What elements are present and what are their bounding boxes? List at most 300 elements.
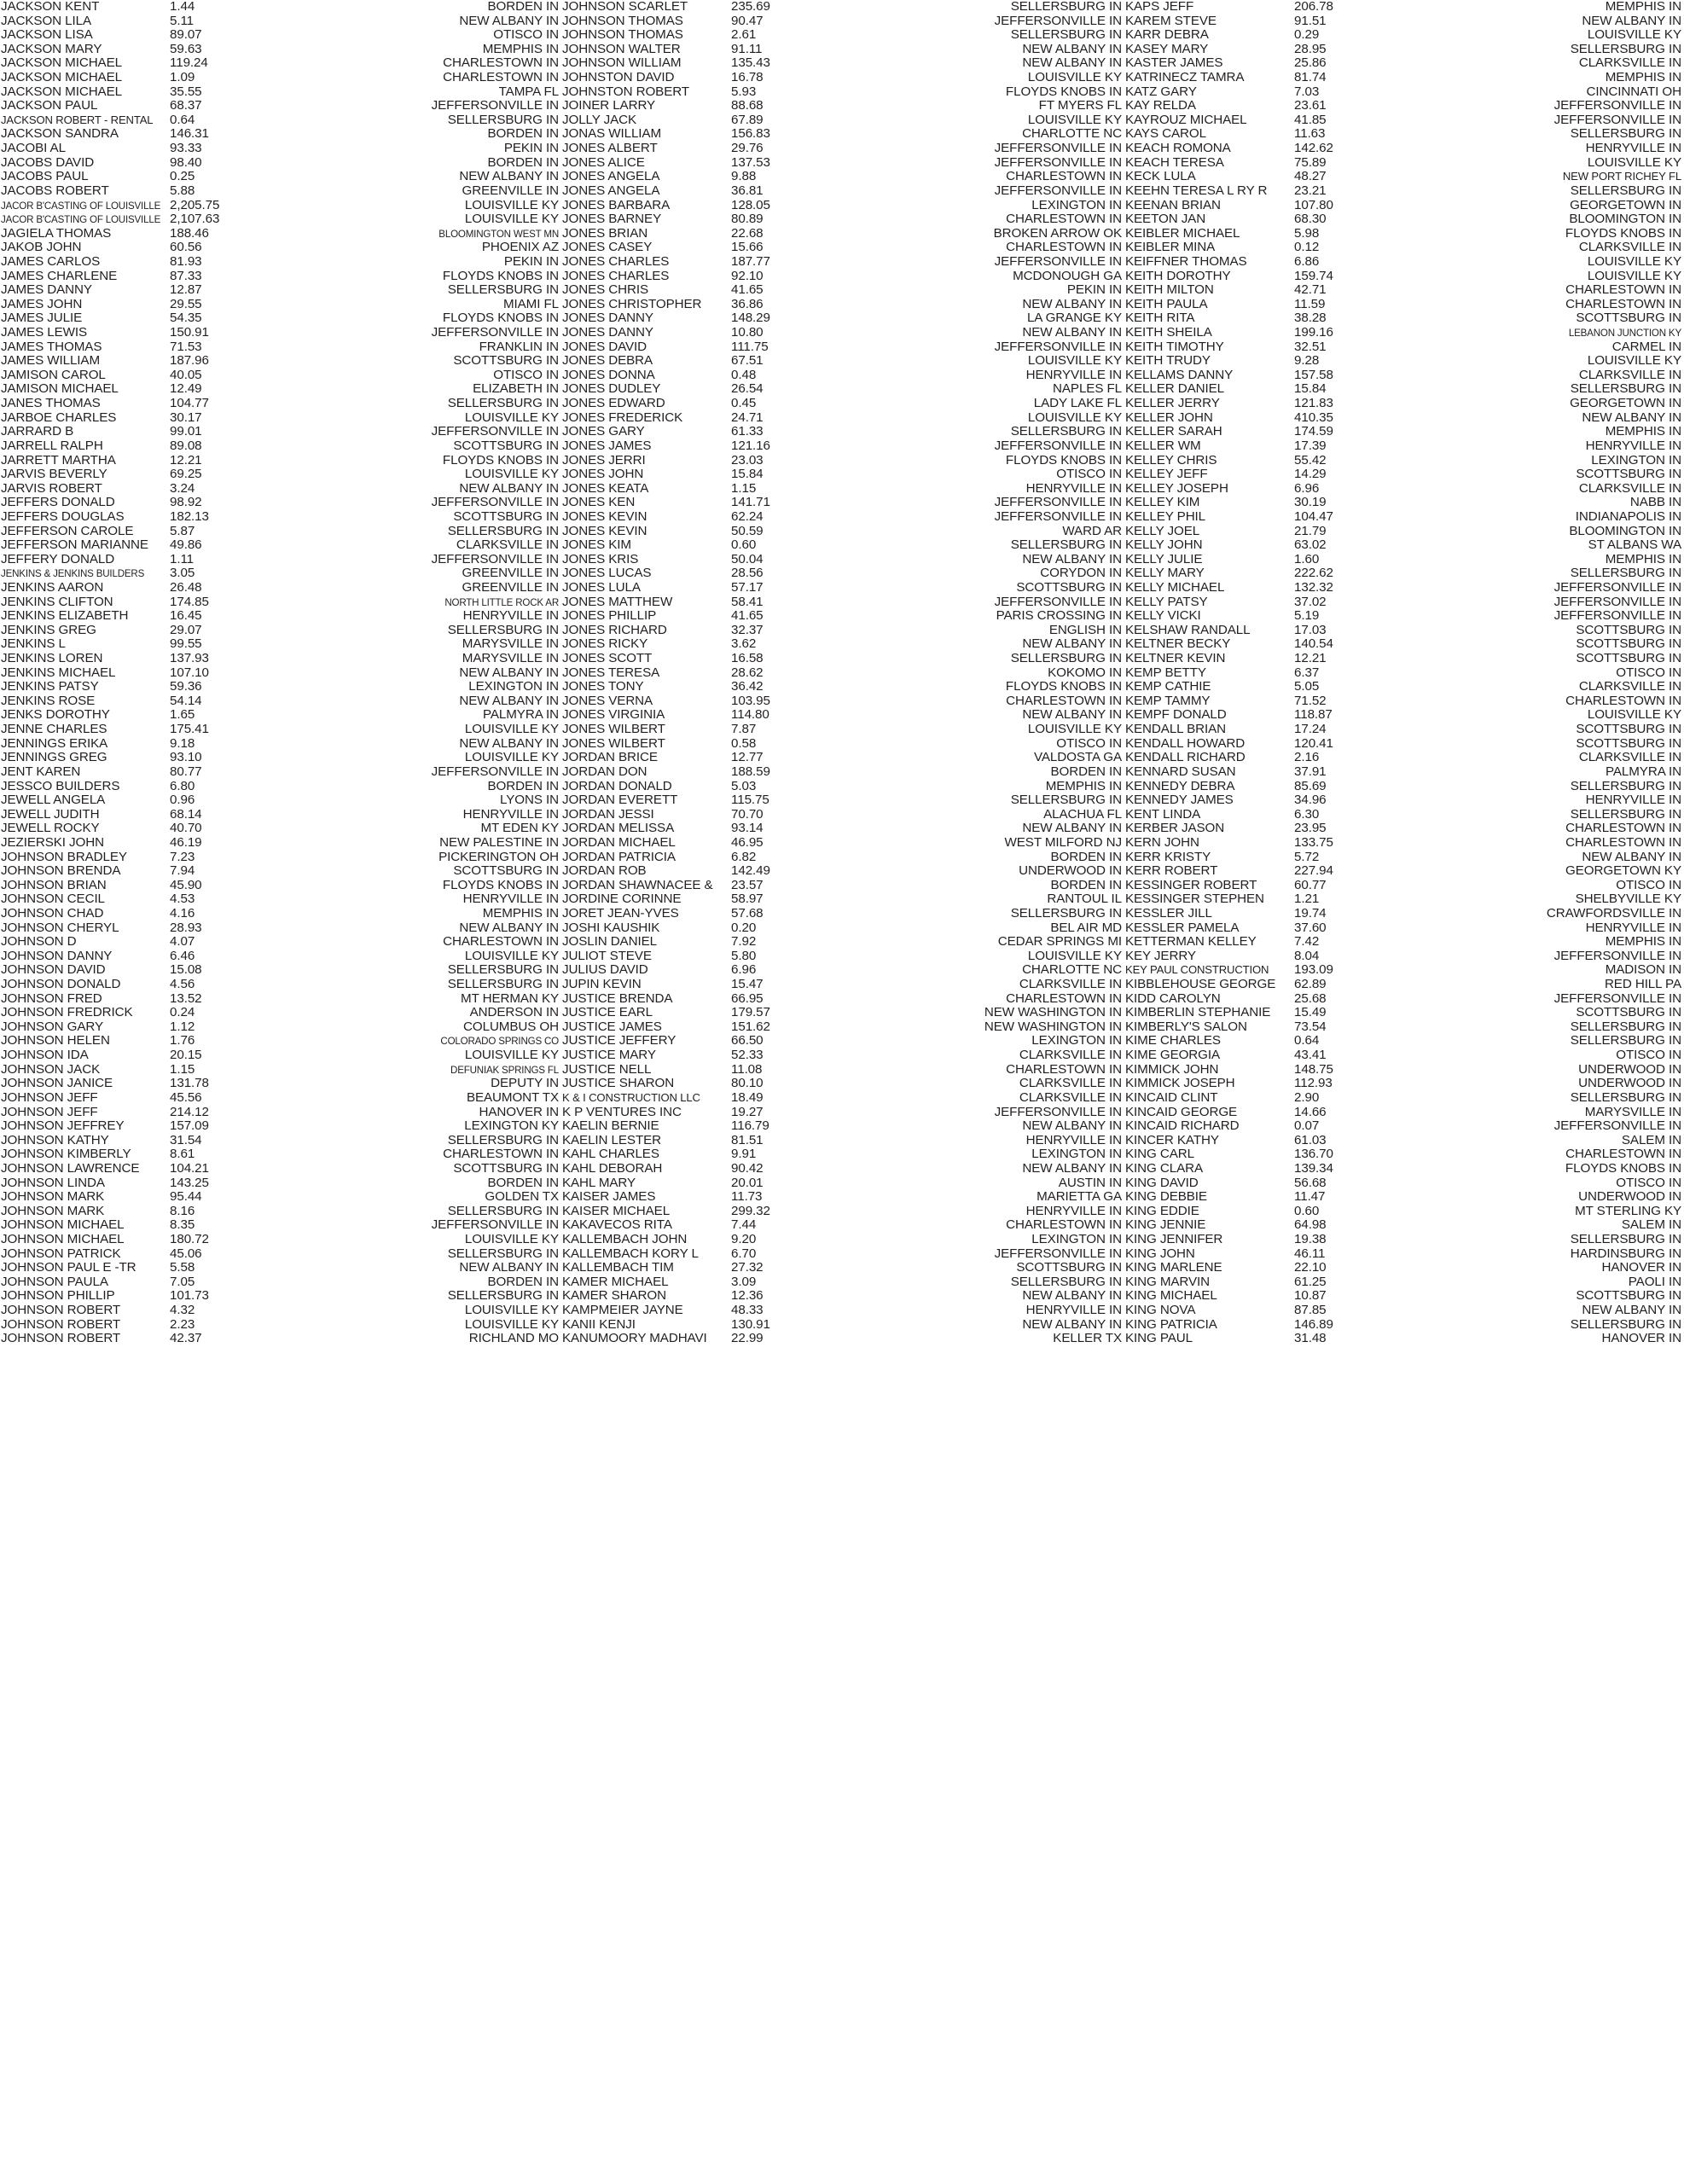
table-row xyxy=(0,142,561,156)
city-state: HENRYVILLE IN xyxy=(1585,793,1681,808)
city-state: CHARLESTOWN IN xyxy=(1565,1147,1681,1162)
amount-due: 174.85 xyxy=(170,595,209,609)
amount-due: 6.46 xyxy=(170,949,195,963)
taxpayer-name: KEMP TAMMY xyxy=(1125,694,1211,708)
amount-due: 5.03 xyxy=(731,779,757,793)
taxpayer-name: KERN JOHN xyxy=(1125,835,1199,850)
city-state: SELLERSBURG IN xyxy=(447,113,559,127)
amount-due: 46.11 xyxy=(1294,1246,1326,1261)
amount-due: 22.10 xyxy=(1294,1261,1327,1275)
amount-due: 93.14 xyxy=(731,822,764,836)
city-state: PEKIN IN xyxy=(1066,283,1122,298)
city-state: MADISON IN xyxy=(1605,963,1681,978)
table-row xyxy=(561,468,1124,482)
taxpayer-name: JORDAN DON xyxy=(562,764,647,779)
city-state: LOUISVILLE KY xyxy=(464,198,559,212)
table-row xyxy=(1124,1119,1684,1134)
table-row xyxy=(561,1304,1124,1318)
taxpayer-name: KELLER WM xyxy=(1125,439,1201,453)
table-row xyxy=(561,298,1124,312)
city-state: NEW WASHINGTON IN xyxy=(984,1019,1122,1034)
taxpayer-name: KAISER MICHAEL xyxy=(562,1204,671,1218)
table-row xyxy=(561,199,1124,213)
city-state: LYONS IN xyxy=(500,793,559,808)
amount-due: 23.61 xyxy=(1294,99,1327,113)
table-row xyxy=(1124,992,1684,1007)
amount-due: 28.93 xyxy=(170,921,202,935)
taxpayer-name: KEETON JAN xyxy=(1125,212,1206,227)
table-row xyxy=(0,566,561,581)
taxpayer-name: JACKSON SANDRA xyxy=(1,127,119,142)
table-row xyxy=(1124,510,1684,525)
taxpayer-name: JENKINS LOREN xyxy=(1,652,103,666)
table-row xyxy=(1124,1134,1684,1148)
taxpayer-name: KEY PAUL CONSTRUCTION xyxy=(1125,963,1269,977)
city-state: PALMYRA IN xyxy=(482,708,559,723)
amount-due: 180.72 xyxy=(170,1233,209,1247)
taxpayer-name: JONES VERNA xyxy=(562,694,653,708)
taxpayer-name: JOHNSON DAVID xyxy=(1,963,106,978)
taxpayer-name: JONES RICKY xyxy=(562,637,648,652)
table-row xyxy=(1124,581,1684,595)
city-state: SCOTTSBURG IN xyxy=(453,864,559,879)
table-row xyxy=(1124,156,1684,171)
amount-due: 49.86 xyxy=(170,538,202,553)
amount-due: 37.91 xyxy=(1294,764,1327,779)
taxpayer-name: JACKSON MARY xyxy=(1,42,102,56)
amount-due: 0.58 xyxy=(731,736,757,751)
taxpayer-name: KELLEY CHRIS xyxy=(1125,453,1217,468)
city-state: CHARLOTTE NC xyxy=(1022,963,1122,978)
city-state: SELLERSBURG IN xyxy=(447,1204,559,1218)
amount-due: 93.33 xyxy=(170,142,202,156)
amount-due: 128.05 xyxy=(731,198,770,212)
taxpayer-name: KAMER MICHAEL xyxy=(562,1275,669,1289)
taxpayer-name: JONES KEVIN xyxy=(562,509,647,524)
city-state: JEFFERSONVILLE IN xyxy=(1553,580,1681,595)
taxpayer-name: JACKSON ROBERT - RENTAL xyxy=(1,113,154,126)
city-state: LOUISVILLE KY xyxy=(1587,708,1681,723)
city-state: HENRYVILLE IN xyxy=(1025,481,1122,496)
city-state: CHARLESTOWN IN xyxy=(1006,991,1122,1006)
amount-due: 6.80 xyxy=(170,779,195,793)
taxpayer-name: JAMES THOMAS xyxy=(1,340,102,354)
city-state: NEW ALBANY IN xyxy=(459,665,559,680)
city-state: MEMPHIS IN xyxy=(1605,0,1681,14)
amount-due: 9.20 xyxy=(731,1233,757,1247)
amount-due: 13.52 xyxy=(170,991,202,1006)
taxpayer-name: KANUMOORY MADHAVI xyxy=(562,1332,707,1346)
amount-due: 9.88 xyxy=(731,170,757,184)
amount-due: 299.32 xyxy=(731,1204,770,1218)
table-row xyxy=(561,680,1124,694)
city-state: CHARLESTOWN IN xyxy=(1006,1062,1122,1077)
city-state: NEW ALBANY IN xyxy=(1022,1161,1122,1176)
taxpayer-name: JONES CHRISTOPHER xyxy=(562,297,702,311)
taxpayer-name: JENKINS L xyxy=(1,637,66,652)
taxpayer-name: JENKINS CLIFTON xyxy=(1,595,113,609)
taxpayer-name: JARRARD B xyxy=(1,425,74,439)
city-state: RICHLAND MO xyxy=(468,1332,559,1346)
city-state: CLARKSVILLE IN xyxy=(1578,680,1681,694)
table-row xyxy=(0,1119,561,1134)
taxpayer-name: JEWELL ROCKY xyxy=(1,822,100,836)
taxpayer-name: KING JOHN xyxy=(1125,1246,1195,1261)
table-row xyxy=(0,864,561,879)
city-state: CHARLESTOWN IN xyxy=(443,56,559,71)
amount-due: 36.42 xyxy=(731,680,764,694)
table-row xyxy=(561,156,1124,171)
taxpayer-name: KESSLER PAMELA xyxy=(1125,921,1240,935)
table-row xyxy=(0,1289,561,1304)
taxpayer-name: JOHNSON JACK xyxy=(1,1062,101,1077)
amount-due: 8.35 xyxy=(170,1218,195,1233)
city-state: CHARLESTOWN IN xyxy=(1006,241,1122,255)
amount-due: 0.60 xyxy=(731,538,757,553)
table-row xyxy=(561,737,1124,752)
city-state: NEW ALBANY IN xyxy=(1022,42,1122,56)
table-row xyxy=(0,56,561,71)
amount-due: 410.35 xyxy=(1294,410,1333,425)
city-state: MEMPHIS IN xyxy=(482,42,559,56)
taxpayer-name: JACOBS ROBERT xyxy=(1,183,109,198)
table-row xyxy=(561,566,1124,581)
city-state: BORDEN IN xyxy=(1050,850,1122,864)
taxpayer-name: JONES BARNEY xyxy=(562,212,662,227)
taxpayer-name: JAMISON MICHAEL xyxy=(1,382,119,397)
amount-due: 116.79 xyxy=(731,1119,769,1134)
city-state: BORDEN IN xyxy=(487,0,559,14)
taxpayer-name: KAHL CHARLES xyxy=(562,1147,659,1162)
amount-due: 8.61 xyxy=(170,1147,195,1162)
table-row xyxy=(561,780,1124,794)
city-state: DEFUNIAK SPRINGS FL xyxy=(450,1064,559,1076)
taxpayer-name: JARRETT MARTHA xyxy=(1,453,116,468)
table-row xyxy=(0,241,561,255)
amount-due: 81.51 xyxy=(731,1133,764,1147)
amount-due: 22.99 xyxy=(731,1332,764,1346)
amount-due: 7.92 xyxy=(731,935,757,950)
city-state: MEMPHIS IN xyxy=(1045,779,1122,793)
table-row xyxy=(561,454,1124,468)
city-state: LOUISVILLE KY xyxy=(1027,113,1122,127)
table-row xyxy=(561,637,1124,652)
table-row xyxy=(0,369,561,383)
table-row xyxy=(1124,680,1684,694)
taxpayer-name: JORDAN MICHAEL xyxy=(562,835,676,850)
amount-due: 5.98 xyxy=(1294,226,1320,241)
taxpayer-name: JARVIS ROBERT xyxy=(1,481,102,496)
table-row xyxy=(561,1077,1124,1091)
city-state: CHARLOTTE NC xyxy=(1022,127,1122,142)
amount-due: 45.90 xyxy=(170,878,202,892)
table-row xyxy=(561,1261,1124,1275)
taxpayer-name: JONES SCOTT xyxy=(562,652,653,666)
taxpayer-name: JACKSON LILA xyxy=(1,14,91,28)
table-row xyxy=(1124,184,1684,199)
table-row xyxy=(561,1275,1124,1290)
table-row xyxy=(1124,283,1684,298)
city-state: LOUISVILLE KY xyxy=(1587,28,1681,43)
taxpayer-name: JEWELL ANGELA xyxy=(1,793,106,808)
city-state: SCOTTSBURG IN xyxy=(453,509,559,524)
taxpayer-name: JOHNSON GARY xyxy=(1,1019,104,1034)
taxpayer-name: KALLEMBACH TIM xyxy=(562,1261,674,1275)
taxpayer-name: KELLEY KIM xyxy=(1125,496,1200,510)
table-row xyxy=(0,595,561,610)
table-row xyxy=(0,43,561,57)
amount-due: 148.29 xyxy=(731,311,770,326)
city-state: SELLERSBURG IN xyxy=(1570,183,1681,198)
city-state: CHARLESTOWN IN xyxy=(443,1147,559,1162)
city-state: SELLERSBURG IN xyxy=(447,623,559,637)
city-state: JEFFERSONVILLE IN xyxy=(431,326,559,340)
table-row xyxy=(0,1205,561,1219)
city-state: JEFFERSONVILLE IN xyxy=(1553,113,1681,127)
table-row xyxy=(561,808,1124,822)
city-state: KELLER TX xyxy=(1053,1332,1122,1346)
taxpayer-name: KENNEDY DEBRA xyxy=(1125,779,1235,793)
taxpayer-name: JUSTICE JEFFERY xyxy=(562,1034,677,1048)
city-state: SELLERSBURG IN xyxy=(1570,1090,1681,1105)
table-row xyxy=(561,963,1124,978)
table-row xyxy=(561,311,1124,326)
amount-due: 59.36 xyxy=(170,680,202,694)
amount-due: 214.12 xyxy=(170,1105,209,1119)
amount-due: 23.21 xyxy=(1294,183,1327,198)
city-state: NEW ALBANY IN xyxy=(459,170,559,184)
amount-due: 139.34 xyxy=(1294,1161,1333,1176)
table-row xyxy=(0,397,561,411)
taxpayer-name: KELLEY JEFF xyxy=(1125,468,1208,482)
table-row xyxy=(1124,708,1684,723)
taxpayer-name: JONES TONY xyxy=(562,680,644,694)
amount-due: 222.62 xyxy=(1294,566,1333,581)
amount-due: 19.27 xyxy=(731,1105,764,1119)
city-state: JEFFERSONVILLE IN xyxy=(1553,609,1681,624)
taxpayer-name: JAMES WILLIAM xyxy=(1,354,101,369)
city-state: SELLERSBURG IN xyxy=(447,1289,559,1304)
taxpayer-name: KELLY JULIE xyxy=(1125,552,1203,566)
city-state: OTISCO IN xyxy=(493,368,559,382)
amount-due: 8.16 xyxy=(170,1204,195,1218)
taxpayer-name: JOHNSON FREDRICK xyxy=(1,1006,133,1020)
table-row xyxy=(0,71,561,85)
table-row xyxy=(0,439,561,454)
table-row xyxy=(1124,751,1684,765)
amount-due: 95.44 xyxy=(170,1190,202,1205)
amount-due: 93.10 xyxy=(170,751,202,765)
table-row xyxy=(561,142,1124,156)
table-row xyxy=(1124,411,1684,426)
city-state: HENRYVILLE IN xyxy=(1025,1304,1122,1318)
city-state: CHARLESTOWN IN xyxy=(1565,694,1681,708)
amount-due: 80.10 xyxy=(731,1077,764,1091)
table-row xyxy=(0,1218,561,1233)
taxpayer-name: KAPS JEFF xyxy=(1125,0,1194,14)
city-state: CLARKSVILLE IN xyxy=(1578,751,1681,765)
taxpayer-name: JOLLY JACK xyxy=(562,113,637,127)
city-state: ELIZABETH IN xyxy=(473,382,559,397)
taxpayer-name: JARVIS BEVERLY xyxy=(1,468,107,482)
amount-due: 131.78 xyxy=(170,1077,209,1091)
city-state: JEFFERSONVILLE IN xyxy=(1553,949,1681,963)
city-state: CINCINNATI OH xyxy=(1586,84,1681,99)
taxpayer-name: KAHL MARY xyxy=(562,1176,636,1190)
table-row xyxy=(0,680,561,694)
taxpayer-name: JARBOE CHARLES xyxy=(1,410,117,425)
city-state: MARYSVILLE IN xyxy=(1584,1105,1681,1119)
amount-due: 188.59 xyxy=(731,764,770,779)
taxpayer-name: JENKINS ROSE xyxy=(1,694,96,708)
amount-due: 1.60 xyxy=(1294,552,1320,566)
taxpayer-name: KENDALL BRIAN xyxy=(1125,723,1226,737)
taxpayer-name: JOHNSON ROBERT xyxy=(1,1317,121,1332)
amount-due: 66.95 xyxy=(731,991,764,1006)
city-state: AUSTIN IN xyxy=(1058,1176,1122,1190)
table-row xyxy=(0,1077,561,1091)
city-state: PAOLI IN xyxy=(1628,1275,1681,1289)
taxpayer-name: KENDALL HOWARD xyxy=(1125,736,1246,751)
amount-due: 148.75 xyxy=(1294,1062,1333,1077)
table-row xyxy=(561,708,1124,723)
amount-due: 22.68 xyxy=(731,226,764,241)
amount-due: 70.70 xyxy=(731,807,764,822)
taxpayer-name: JOHNSON ROBERT xyxy=(1,1304,121,1318)
city-state: PHOENIX AZ xyxy=(481,241,559,255)
amount-due: 103.95 xyxy=(731,694,770,708)
table-row xyxy=(1124,1106,1684,1120)
table-row xyxy=(1124,311,1684,326)
taxpayer-name: KEIBLER MINA xyxy=(1125,241,1216,255)
city-state: JEFFERSONVILLE IN xyxy=(994,183,1122,198)
amount-due: 32.37 xyxy=(731,623,764,637)
table-row xyxy=(561,71,1124,85)
amount-due: 4.16 xyxy=(170,907,195,921)
city-state: FLOYDS KNOBS IN xyxy=(1005,84,1122,99)
amount-due: 7.94 xyxy=(170,864,195,879)
taxpayer-name: KEITH PAULA xyxy=(1125,297,1208,311)
amount-due: 182.13 xyxy=(170,509,209,524)
amount-due: 1.11 xyxy=(170,552,195,566)
table-row xyxy=(0,822,561,836)
table-row xyxy=(1124,382,1684,397)
table-row xyxy=(1124,142,1684,156)
city-state: LEXINGTON IN xyxy=(1031,1034,1122,1048)
table-row xyxy=(561,127,1124,142)
table-row xyxy=(1124,566,1684,581)
amount-due: 15.84 xyxy=(1294,382,1327,397)
taxpayer-name: JOHNSON CHERYL xyxy=(1,921,119,935)
amount-due: 23.95 xyxy=(1294,822,1327,836)
city-state: NORTH LITTLE ROCK AR xyxy=(444,596,559,608)
amount-due: 28.62 xyxy=(731,665,764,680)
amount-due: 5.72 xyxy=(1294,850,1320,864)
table-row xyxy=(0,15,561,29)
taxpayer-name: JORET JEAN-YVES xyxy=(562,907,679,921)
amount-due: 99.55 xyxy=(170,637,202,652)
taxpayer-name: JOHNSON JEFF xyxy=(1,1090,98,1105)
city-state: NEW ALBANY IN xyxy=(1022,56,1122,71)
city-state: LADY LAKE FL xyxy=(1033,397,1122,411)
table-row xyxy=(561,553,1124,567)
taxpayer-name: K P VENTURES INC xyxy=(562,1105,682,1119)
taxpayer-name: JONES WILBERT xyxy=(562,736,665,751)
amount-due: 174.59 xyxy=(1294,425,1333,439)
taxpayer-name: JAMES CHARLENE xyxy=(1,269,118,283)
amount-due: 143.25 xyxy=(170,1176,209,1190)
city-state: WARD AR xyxy=(1062,524,1122,538)
city-state: SCOTTSBURG IN xyxy=(1576,1006,1681,1020)
amount-due: 7.87 xyxy=(731,723,757,737)
table-row xyxy=(561,694,1124,709)
taxpayer-name: KEMPF DONALD xyxy=(1125,708,1227,723)
amount-due: 5.87 xyxy=(170,524,195,538)
city-state: HENRYVILLE IN xyxy=(1585,142,1681,156)
table-row xyxy=(1124,666,1684,681)
city-state: CLARKSVILLE IN xyxy=(1578,241,1681,255)
taxpayer-name: KELLER JOHN xyxy=(1125,410,1213,425)
amount-due: 91.11 xyxy=(731,42,763,56)
amount-due: 16.45 xyxy=(170,609,202,624)
table-row xyxy=(0,1176,561,1191)
taxpayer-name: JONES LUCAS xyxy=(562,566,652,581)
amount-due: 133.75 xyxy=(1294,835,1333,850)
table-row xyxy=(0,780,561,794)
table-row xyxy=(561,1176,1124,1191)
table-row xyxy=(0,496,561,510)
table-row xyxy=(561,879,1124,893)
table-row xyxy=(0,723,561,737)
amount-due: 15.08 xyxy=(170,963,202,978)
taxpayer-name: JAKOB JOHN xyxy=(1,241,82,255)
city-state: NEW ALBANY IN xyxy=(1022,1119,1122,1134)
amount-due: 3.24 xyxy=(170,481,195,496)
amount-due: 75.89 xyxy=(1294,155,1327,170)
city-state: CHARLESTOWN IN xyxy=(1565,283,1681,298)
amount-due: 23.03 xyxy=(731,453,764,468)
amount-due: 57.17 xyxy=(731,580,764,595)
city-state: GOLDEN TX xyxy=(485,1190,559,1205)
amount-due: 73.54 xyxy=(1294,1019,1327,1034)
taxpayer-name: KAISER JAMES xyxy=(562,1190,656,1205)
table-row xyxy=(561,113,1124,128)
amount-due: 42.37 xyxy=(170,1332,202,1346)
city-state: BROKEN ARROW OK xyxy=(993,226,1122,241)
amount-due: 91.51 xyxy=(1294,14,1327,28)
taxpayer-name: KARR DEBRA xyxy=(1125,28,1209,43)
taxpayer-name: KAREM STEVE xyxy=(1125,14,1217,28)
table-row xyxy=(561,907,1124,921)
table-row xyxy=(1124,1176,1684,1191)
taxpayer-name: JONES CHARLES xyxy=(562,269,670,283)
table-row xyxy=(561,212,1124,227)
city-state: GREENVILLE IN xyxy=(462,183,559,198)
table-row xyxy=(561,525,1124,539)
city-state: SCOTTSBURG IN xyxy=(1576,311,1681,326)
city-state: OTISCO IN xyxy=(1056,736,1122,751)
taxpayer-name: KETTERMAN KELLEY xyxy=(1125,935,1257,950)
amount-due: 14.66 xyxy=(1294,1105,1327,1119)
city-state: HANOVER IN xyxy=(479,1105,559,1119)
taxpayer-name: JAMES JULIE xyxy=(1,311,83,326)
table-row xyxy=(561,354,1124,369)
city-state: NEW WASHINGTON IN xyxy=(984,1006,1122,1020)
amount-due: 159.74 xyxy=(1294,269,1333,283)
table-row xyxy=(1124,1020,1684,1035)
city-state: BORDEN IN xyxy=(487,1176,559,1190)
amount-due: 142.49 xyxy=(731,864,770,879)
